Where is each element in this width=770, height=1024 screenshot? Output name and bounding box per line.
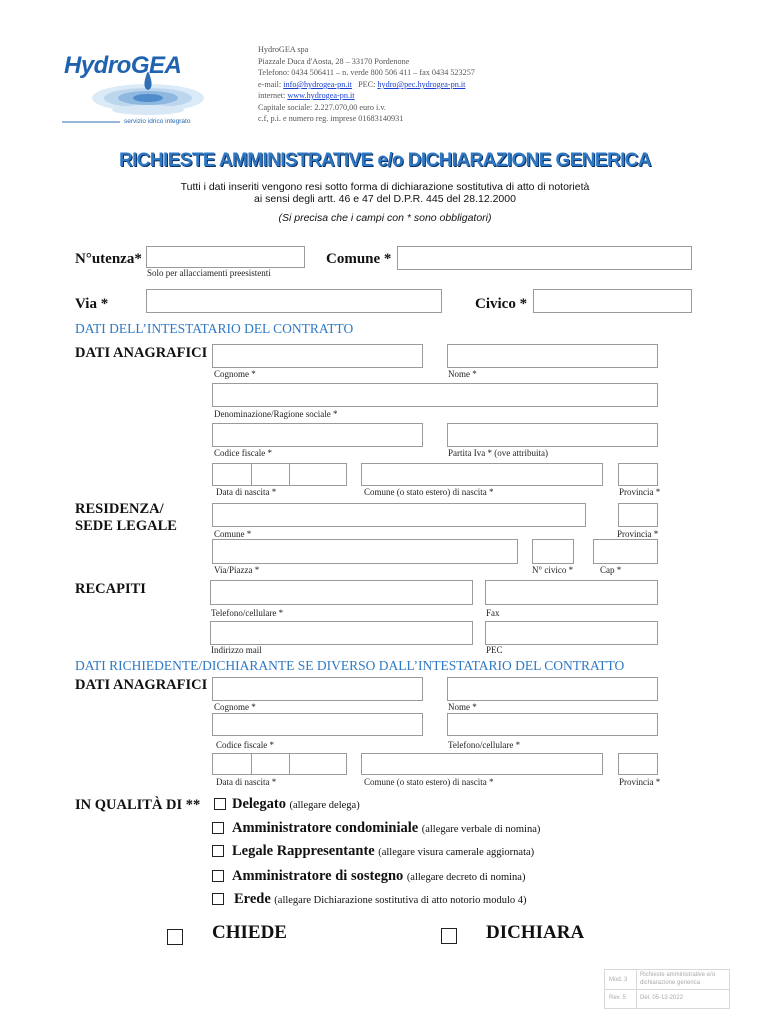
residenza-civico-input[interactable] <box>532 539 574 564</box>
delegato-title: Delegato <box>232 796 286 812</box>
footer-date: Del. 05-12-2022 <box>640 995 684 1001</box>
amministratore-condominiale-title: Amministratore condominiale <box>232 820 419 836</box>
footer-revision-table <box>604 969 730 1009</box>
delegato-option <box>232 796 360 813</box>
via-label: Via * <box>75 296 109 312</box>
nome-label: Nome * <box>448 369 477 379</box>
data-nascita-label: Data di nascita * <box>216 487 277 497</box>
footer-rev: Rev. 5 <box>609 995 626 1001</box>
company-name: HydroGEA spa <box>258 45 309 54</box>
utenza-label: N°utenza* <box>75 251 142 267</box>
company-vat: c.f, p.i. e numero reg. imprese 01683140931 <box>258 114 404 123</box>
residenza-comune-label: Comune * <box>214 529 252 539</box>
residenza-label-2: SEDE LEGALE <box>75 518 177 534</box>
dichiara-checkbox[interactable] <box>441 928 457 944</box>
birth-month-input[interactable] <box>251 463 290 486</box>
residenza-cap-label: Cap * <box>600 565 622 575</box>
pec-link[interactable]: hydro@pec.hydrogea-pn.it <box>377 80 466 89</box>
email-link[interactable]: info@hydrogea-pn.it <box>283 80 352 89</box>
residenza-cap-input[interactable] <box>593 539 658 564</box>
residenza-provincia-label: Provincia * <box>617 529 659 539</box>
richiedente-cognome-input[interactable] <box>212 677 423 701</box>
comune-nascita-input[interactable] <box>361 463 603 486</box>
birth-year-input[interactable] <box>289 463 347 486</box>
richiedente-comune-nascita-input[interactable] <box>361 753 603 775</box>
pec-prefix: PEC: <box>358 80 378 89</box>
delegato-checkbox[interactable] <box>214 798 226 810</box>
company-capital: Capitale sociale: 2.227.070,00 euro i.v. <box>258 103 386 112</box>
footer-mod: Mod. 3 <box>609 977 628 983</box>
partita-iva-label: Partita Iva * (ove attribuita) <box>448 448 548 458</box>
civico-input[interactable] <box>533 289 692 313</box>
mail-label: Indirizzo mail <box>211 645 262 655</box>
codice-fiscale-label: Codice fiscale * <box>214 448 272 458</box>
chiede-checkbox[interactable] <box>167 929 183 945</box>
erede-title: Erede <box>234 891 271 907</box>
comune-nascita-label: Comune (o stato estero) di nascita * <box>364 487 494 497</box>
recapiti-label: RECAPITI <box>75 581 146 597</box>
provincia-nascita-input[interactable] <box>618 463 658 486</box>
delegato-note: (allegare delega) <box>289 800 360 811</box>
dichiara-label: DICHIARA <box>486 922 585 943</box>
footer-desc: Richieste amministrative e/o dichiarazione generica <box>640 972 716 986</box>
mandatory-note: (Si precisa che i campi con * sono obbligatori) <box>278 212 492 224</box>
intro-line-2: ai sensi degli artt. 46 e 47 del D.P.R. 445 del 28.12.2000 <box>254 193 516 205</box>
logo-tagline: servizio idrico integrato <box>124 118 191 125</box>
richiedente-nome-label: Nome * <box>448 702 477 712</box>
legale-rappresentante-note: (allegare visura camerale aggiornata) <box>378 847 535 858</box>
richiedente-codice-fiscale-input[interactable] <box>212 713 423 736</box>
richiedente-telefono-input[interactable] <box>447 713 658 736</box>
company-contacts <box>258 79 465 90</box>
cognome-label: Cognome * <box>214 369 256 379</box>
comune-label: Comune * <box>326 251 392 267</box>
richiedente-birth-day-input[interactable] <box>212 753 252 775</box>
birth-day-input[interactable] <box>212 463 252 486</box>
company-address: Piazzale Duca d'Aosta, 28 – 33170 Pordenone <box>258 57 410 66</box>
mail-input[interactable] <box>210 621 473 645</box>
richiedente-codice-fiscale-label: Codice fiscale * <box>216 740 274 750</box>
denominazione-label: Denominazione/Ragione sociale * <box>214 409 338 419</box>
pec-input[interactable] <box>485 621 658 645</box>
telefono-label: Telefono/cellulare * <box>211 608 284 618</box>
richiedente-data-nascita-label: Data di nascita * <box>216 777 277 787</box>
pec-label: PEC <box>486 645 503 655</box>
internet-prefix: internet: <box>258 91 288 100</box>
intestatario-heading: DATI DELL’INTESTATARIO DEL CONTRATTO <box>75 321 354 336</box>
legale-rappresentante-checkbox[interactable] <box>212 845 224 857</box>
amministratore-condominiale-checkbox[interactable] <box>212 822 224 834</box>
utenza-note: Solo per allacciamenti preesistenti <box>147 268 271 278</box>
fax-input[interactable] <box>485 580 658 605</box>
amministratore-sostegno-checkbox[interactable] <box>212 870 224 882</box>
richiedente-birth-month-input[interactable] <box>251 753 290 775</box>
comune-input[interactable] <box>397 246 692 270</box>
richiedente-nome-input[interactable] <box>447 677 658 701</box>
fax-label: Fax <box>486 608 500 618</box>
cognome-input[interactable] <box>212 344 423 368</box>
codice-fiscale-input[interactable] <box>212 423 423 447</box>
company-phones: Telefono: 0434 506411 – n. verde 800 506 411 – fax 0434 523257 <box>258 68 475 77</box>
legale-rappresentante-title: Legale Rappresentante <box>232 843 375 859</box>
amministratore-sostegno-title: Amministratore di sostegno <box>232 868 404 884</box>
telefono-input[interactable] <box>210 580 473 605</box>
nome-input[interactable] <box>447 344 658 368</box>
chiede-label: CHIEDE <box>212 922 287 943</box>
via-input[interactable] <box>146 289 442 313</box>
company-website-line <box>258 90 355 101</box>
provincia-nascita-label: Provincia * <box>619 487 661 497</box>
company-logo <box>62 48 212 128</box>
richiedente-provincia-label: Provincia * <box>619 777 661 787</box>
erede-checkbox[interactable] <box>212 893 224 905</box>
amministratore-condominiale-option <box>232 820 540 837</box>
richiedente-heading: DATI RICHIEDENTE/DICHIARANTE SE DIVERSO DALL’INTESTATARIO DEL CONTRATTO <box>75 658 625 673</box>
denominazione-input[interactable] <box>212 383 658 407</box>
residenza-via-input[interactable] <box>212 539 518 564</box>
qualita-label: IN QUALITÀ DI ** <box>75 797 201 813</box>
amministratore-sostegno-option <box>232 868 525 885</box>
email-prefix: e-mail: <box>258 80 284 89</box>
richiedente-provincia-input[interactable] <box>618 753 658 775</box>
residenza-provincia-input[interactable] <box>618 503 658 527</box>
richiedente-anagrafici-label: DATI ANAGRAFICI <box>75 677 208 693</box>
residenza-comune-input[interactable] <box>212 503 586 527</box>
erede-note: (allegare Dichiarazione sostitutiva di atto notorio modulo 4) <box>274 895 527 906</box>
intestatario-anagrafici-label: DATI ANAGRAFICI <box>75 345 208 361</box>
logo-wordmark: HydroGEA <box>64 52 182 79</box>
form-title: RICHIESTE AMMINISTRATIVE e/o DICHIARAZIONE GENERICA <box>118 150 652 171</box>
residenza-via-label: Via/Piazza * <box>214 565 260 575</box>
amministratore-condominiale-note: (allegare verbale di nomina) <box>421 824 541 835</box>
amministratore-sostegno-note: (allegare decreto di nomina) <box>406 872 526 883</box>
residenza-label-1: RESIDENZA/ <box>75 501 164 517</box>
erede-option <box>234 891 527 908</box>
website-link[interactable]: www.hydrogea-pn.it <box>287 91 355 100</box>
intro-line-1: Tutti i dati inseriti vengono resi sotto forma di dichiarazione sostitutiva di atto di notorietà <box>180 181 590 193</box>
richiedente-birth-year-input[interactable] <box>289 753 347 775</box>
partita-iva-input[interactable] <box>447 423 658 447</box>
richiedente-comune-nascita-label: Comune (o stato estero) di nascita * <box>364 777 494 787</box>
richiedente-telefono-label: Telefono/cellulare * <box>448 740 521 750</box>
legale-rappresentante-option <box>232 843 534 860</box>
residenza-civico-label: N° civico * <box>532 565 574 575</box>
utenza-input[interactable] <box>146 246 305 268</box>
civico-label: Civico * <box>475 296 528 312</box>
richiedente-cognome-label: Cognome * <box>214 702 256 712</box>
